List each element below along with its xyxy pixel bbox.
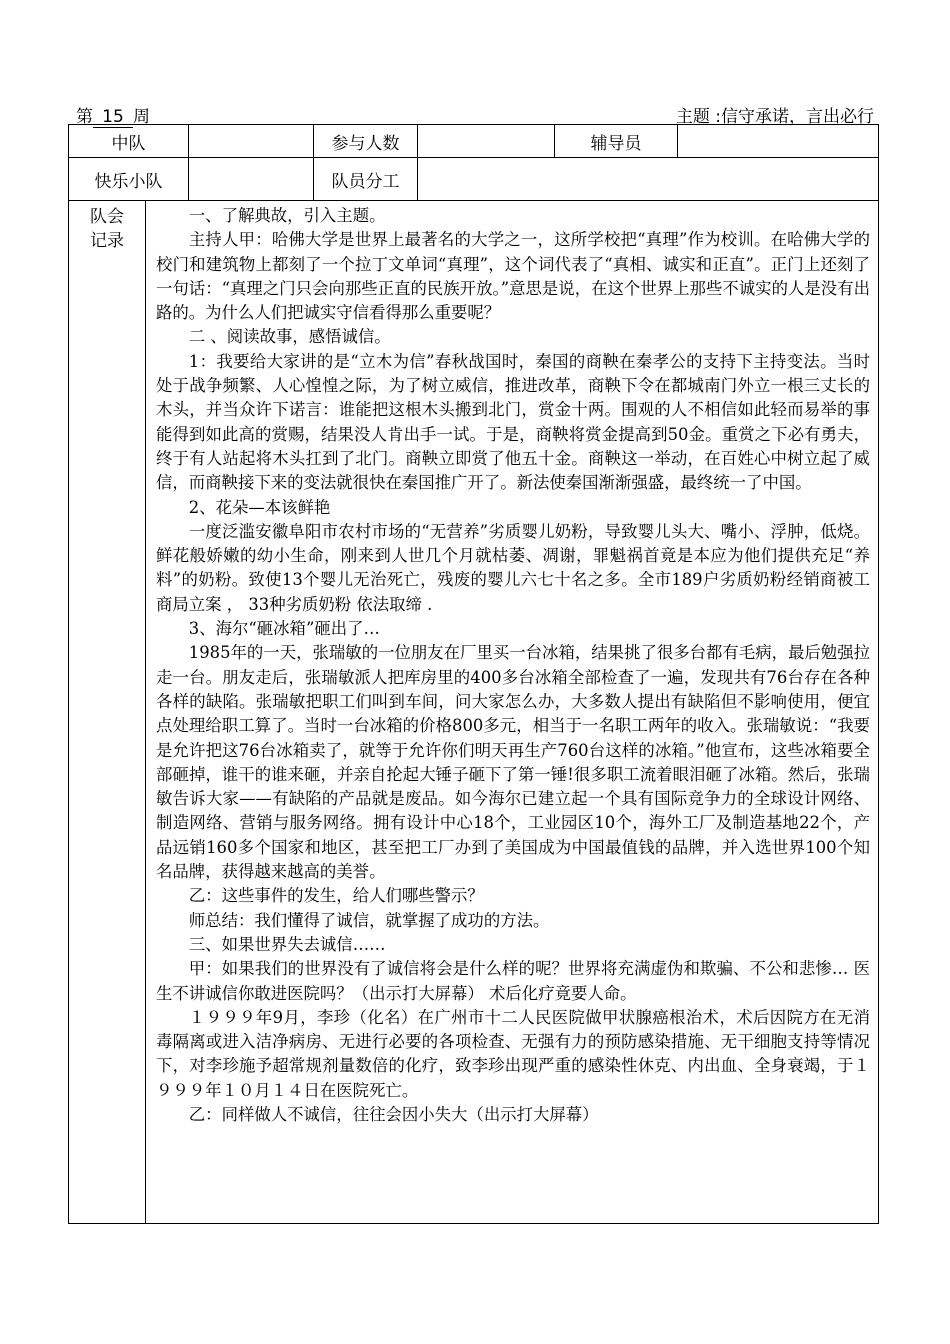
counselor-label: 辅导员 bbox=[555, 125, 678, 158]
week-number: 15 bbox=[93, 107, 133, 128]
week-suffix: 周 bbox=[133, 107, 150, 127]
record-label-line1: 队会 bbox=[90, 207, 124, 227]
paragraph: 主持人甲：哈佛大学是世界上最著名的大学之一，这所学校把“真理”作为校训。在哈佛大学的校门和建筑物上都刻了一个拉丁文单词“真理”，这个词代表了“真相、诚实和正直”。正门上还刻了一句话：“真理之门只会向那些正直的民族开放。”意思是说，在这个世界上那些不诚实的人是没有出路的。为什么人们把诚实守信看得那么重要呢？ bbox=[156, 230, 870, 323]
paragraph: 乙：同样做人不诚信，往往会因小失大（出示打大屏幕） bbox=[188, 1104, 599, 1124]
record-label bbox=[69, 201, 146, 1224]
page-header bbox=[70, 100, 878, 127]
info-row-1 bbox=[69, 125, 879, 158]
record-label-line2: 记录 bbox=[90, 231, 124, 251]
record-content bbox=[146, 201, 879, 1224]
team-name: 快乐小队 bbox=[69, 158, 189, 201]
roles-label: 队员分工 bbox=[314, 158, 418, 201]
info-row-2 bbox=[69, 158, 879, 201]
counselor-value bbox=[678, 125, 879, 158]
theme-title: 主题 :信守承诺，言出必行 bbox=[675, 107, 874, 127]
team-value bbox=[189, 158, 314, 201]
story-heading: 3、海尔“砸冰箱”砸出了… bbox=[188, 619, 380, 639]
paragraph: １９９９年9月，李珍（化名）在广州市十二人民医院做甲状腺癌根治术，术后因院方在无消毒隔离或进入洁净病房、无进行必要的各项检查、无强有力的预防感染措施、无干细胞支持等情况下，对李珍施予超常规剂量数倍的化疗，致李珍出现严重的感染性休克、内出血、全身衰竭，于１９９９年１０月１４日在医院死亡。 bbox=[156, 1007, 870, 1100]
paragraph: 甲：如果我们的世界没有了诚信将会是什么样的呢？世界将充满虚伪和欺骗、不公和悲惨… 医生不讲诚信你敢进医院吗？（出示打大屏幕） 术后化疗竟要人命。 bbox=[156, 959, 870, 1003]
paragraph: 1：我要给大家讲的是“立木为信”春秋战国时，秦国的商鞅在秦孝公的支持下主持变法。当时处于战争频繁、人心惶惶之际，为了树立威信，推进改革，商鞅下令在都城南门外立一根三丈长的木头，并当众许下诺言：谁能把这根木头搬到北门，赏金十两。围观的人不相信如此轻而易举的事能得到如此高的赏赐，结果没人肯出手一试。于是，商鞅将赏金提高到50金。重赏之下必有勇夫，终于有人站起将木头扛到了北门。商鞅立即赏了他五十金。商鞅这一举动，在百姓心中树立起了威信，而商鞅接下来的变法就很快在秦国推广开了。新法使秦国渐渐强盛，最终统一了中国。 bbox=[156, 351, 870, 493]
squad-value bbox=[189, 125, 314, 158]
section-heading: 一、了解典故，引入主题。 bbox=[188, 206, 386, 225]
paragraph: 1985年的一天，张瑞敏的一位朋友在厂里买一台冰箱，结果挑了很多台都有毛病，最后勉强拉走一台。朋友走后，张瑞敏派人把库房里的400多台冰箱全部检查了一遍，发现共有76台存在各种各样的缺陷。张瑞敏把职工们叫到车间，问大家怎么办，大多数人提出有缺陷但不影响使用，便宜点处理给职工算了。当时一台冰箱的价格800多元，相当于一名职工两年的收入。张瑞敏说：“我要是允许把这76台冰箱卖了，就等于允许你们明天再生产760台这样的冰箱。”他宣布，这些冰箱要全部砸掉，谁干的谁来砸，并亲自抡起大锤子砸下了第一锤!很多职工流着眼泪砸了冰箱。然后，张瑞敏告诉大家——有缺陷的产品就是废品。如今海尔已建立起一个具有国际竞争力的全球设计网络、制造网络、营销与服务网络。拥有设计中心18个，工业园区10个，海外工厂及制造基地22个，产品远销160多个国家和地区，甚至把工厂办到了美国成为中国最值钱的品牌，并入选世界100个知名品牌，获得越来越高的美誉。 bbox=[156, 643, 870, 882]
paragraph: 一度泛滥安徽阜阳市农村市场的“无营养”劣质婴儿奶粉，导致婴儿头大、嘴小、浮肿，低烧。鲜花般娇嫩的幼小生命，刚来到人世几个月就枯萎、凋谢，罪魁祸首竟是本应为他们提供充足“养料”的奶粉。致使13个婴儿无治死亡，残废的婴儿六七十名之多。全市189户劣质奶粉经销商被工商局立案 ， 33种劣质奶粉 依法取缔 . bbox=[156, 521, 870, 614]
meeting-record-table bbox=[68, 124, 879, 1224]
participants-value bbox=[418, 125, 555, 158]
participants-label: 参与人数 bbox=[314, 125, 418, 158]
squad-label: 中队 bbox=[69, 125, 189, 158]
section-heading: 二 、阅读故事，感悟诚信。 bbox=[188, 327, 391, 347]
paragraph: 师总结：我们懂得了诚信，就掌握了成功的方法。 bbox=[188, 910, 550, 930]
section-heading: 三、如果世界失去诚信…… bbox=[188, 934, 386, 954]
paragraph: 乙：这些事件的发生，给人们哪些警示？ bbox=[188, 886, 484, 906]
story-heading: 2、花朵—本该鲜艳 bbox=[188, 497, 331, 517]
week-prefix: 第 bbox=[76, 107, 93, 127]
roles-value bbox=[418, 158, 879, 201]
record-row bbox=[69, 201, 879, 1224]
